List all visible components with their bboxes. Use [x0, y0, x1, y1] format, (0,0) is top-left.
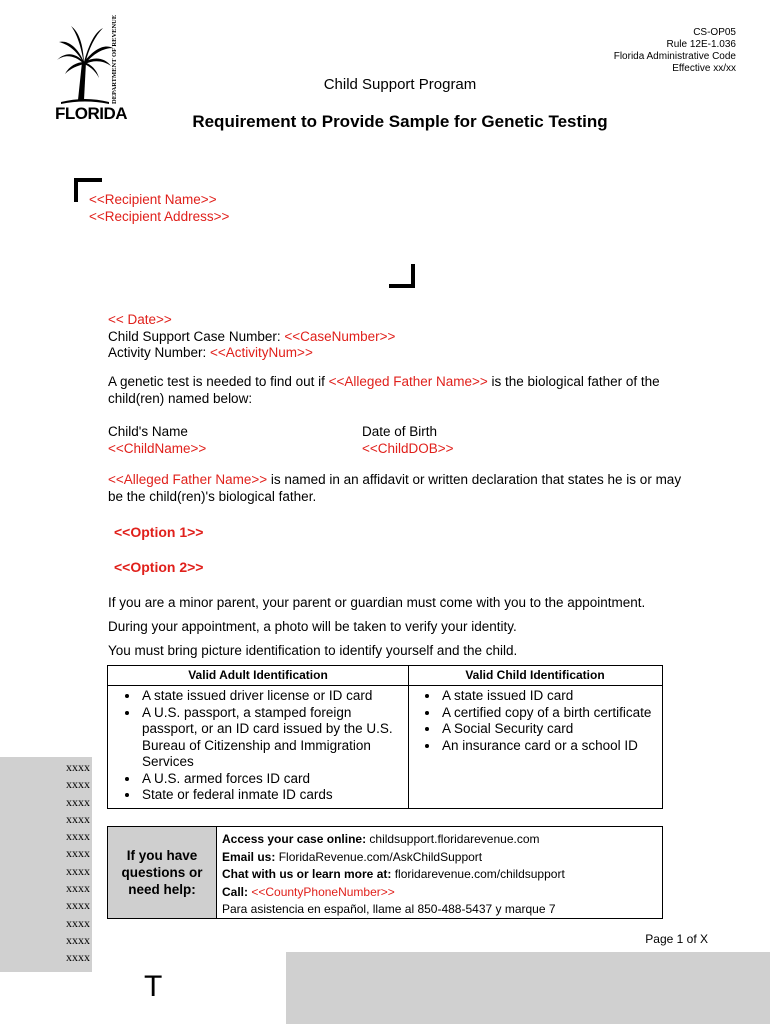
list-item: • A U.S. armed forces ID card [140, 771, 408, 788]
recipient-address: <<Recipient Address>> [89, 208, 230, 224]
online-link[interactable]: childsupport.floridarevenue.com [366, 832, 540, 846]
form-rule: Rule 12E-1.036 [666, 39, 736, 50]
list-item: • A state issued ID card [440, 688, 662, 705]
program-name: Child Support Program [323, 76, 477, 93]
chat-link[interactable]: floridarevenue.com/childsupport [391, 867, 565, 881]
call-line [222, 884, 565, 902]
side-code: xxxx [66, 863, 90, 878]
form-effective: Effective xx/xx [672, 63, 736, 74]
address-window-corner-bottom-right [389, 264, 415, 288]
affidavit-text: is named in an affidavit or written declaration that states he is or may be the child(ren)'s biological father. [108, 472, 682, 504]
side-code: xxxx [66, 915, 90, 930]
alleged-father-name: <<Alleged Father Name>> [328, 374, 488, 389]
side-code-list [66, 759, 90, 967]
online-line [222, 831, 565, 849]
side-code: xxxx [66, 811, 90, 826]
logo-florida-text: FLORIDA [55, 104, 128, 123]
side-code: xxxx [66, 881, 90, 896]
list-item: • A state issued driver license or ID card [140, 688, 408, 705]
photo-text: During your appointment, a photo will be taken to verify your identity. [108, 619, 517, 634]
email-label: Email us: [222, 849, 276, 864]
child-dob-value: <<ChildDOB>> [362, 440, 454, 456]
form-code: CS-OP05 [693, 27, 736, 38]
side-code: xxxx [66, 932, 90, 947]
list-item: • State or federal inmate ID cards [140, 787, 408, 804]
letter-date: << Date>> [108, 312, 172, 327]
child-name-header: Child's Name [108, 424, 188, 439]
chat-label: Chat with us or learn more at: [222, 867, 392, 881]
online-label: Access your case online: [222, 832, 367, 846]
genetic-text-after: is the biological father of the child(ren) named below: [108, 374, 660, 406]
affidavit-paragraph [108, 472, 688, 505]
child-id-column [408, 666, 662, 808]
side-barcode-panel [0, 757, 92, 972]
minor-parent-text: If you are a minor parent, your parent or guardian must come with you to the appointment. [108, 595, 646, 610]
spanish-line: Para asistencia en español, llame al 850-488-5437 y marque 7 [222, 902, 556, 916]
identification-table [107, 665, 663, 809]
child-id-header: Valid Child Identification [408, 666, 662, 686]
email-link[interactable]: FloridaRevenue.com/AskChildSupport [275, 849, 483, 864]
side-code: xxxx [66, 777, 90, 792]
option-1-placeholder: <<Option 1>> [114, 524, 204, 540]
help-label: If you have questions or need help: [108, 827, 217, 918]
side-code: xxxx [66, 898, 90, 913]
child-name-column [108, 424, 206, 457]
adult-id-header: Valid Adult Identification [108, 666, 408, 686]
list-item: • An insurance card or a school ID [440, 738, 662, 755]
child-id-list [408, 688, 662, 754]
florida-dor-logo [55, 14, 128, 123]
side-code: xxxx [66, 760, 90, 774]
activity-number-line [108, 345, 688, 362]
activity-number-label: Activity Number: [108, 345, 211, 360]
bring-id-text: You must bring picture identification to identify yourself and the child. [108, 643, 518, 658]
side-code: xxxx [66, 846, 90, 861]
child-dob-header: Date of Birth [362, 424, 438, 439]
case-info-block [108, 312, 688, 362]
list-item: • A Social Security card [440, 721, 662, 738]
side-code: xxxx [66, 950, 90, 965]
recipient-name: <<Recipient Name>> [89, 192, 217, 207]
case-number-label: Child Support Case Number: [108, 328, 285, 344]
county-phone-placeholder: <<CountyPhoneNumber>> [248, 884, 395, 899]
logo-dept-text: DEPARTMENT OF REVENUE [111, 14, 118, 104]
side-code: xxxx [66, 829, 90, 844]
form-info [614, 27, 736, 75]
help-table [107, 826, 663, 919]
side-code: xxxx [66, 794, 90, 809]
child-dob-column [362, 424, 454, 457]
chat-line [222, 866, 565, 884]
call-label: Call: [222, 884, 249, 899]
activity-number-value: <<ActivityNum>> [210, 345, 313, 360]
case-number-line [108, 329, 688, 346]
form-code-source: Florida Administrative Code [613, 51, 736, 62]
bottom-mark: T [144, 970, 163, 1003]
email-line [222, 849, 565, 867]
page-title: Requirement to Provide Sample for Genetic Testing [192, 112, 608, 131]
genetic-text-before: A genetic test is needed to find out if [108, 374, 329, 389]
genetic-test-paragraph [108, 374, 688, 407]
list-item: • A U.S. passport, a stamped foreign passport, or an ID card issued by the U.S. Bureau of Citizenship and Immigration Services [140, 705, 408, 771]
help-contact-lines [222, 831, 565, 919]
adult-id-list [108, 688, 408, 804]
child-name-value: <<ChildName>> [108, 440, 207, 456]
adult-id-column [108, 666, 409, 808]
bottom-gray-panel [286, 952, 770, 1024]
page-number: Page 1 of X [645, 932, 708, 946]
list-item: • A certified copy of a birth certificate [440, 705, 662, 722]
case-number-value: <<CaseNumber>> [284, 328, 396, 344]
affidavit-father-name: <<Alleged Father Name>> [108, 472, 268, 487]
recipient-block [89, 192, 229, 225]
option-2-placeholder: <<Option 2>> [114, 559, 204, 575]
